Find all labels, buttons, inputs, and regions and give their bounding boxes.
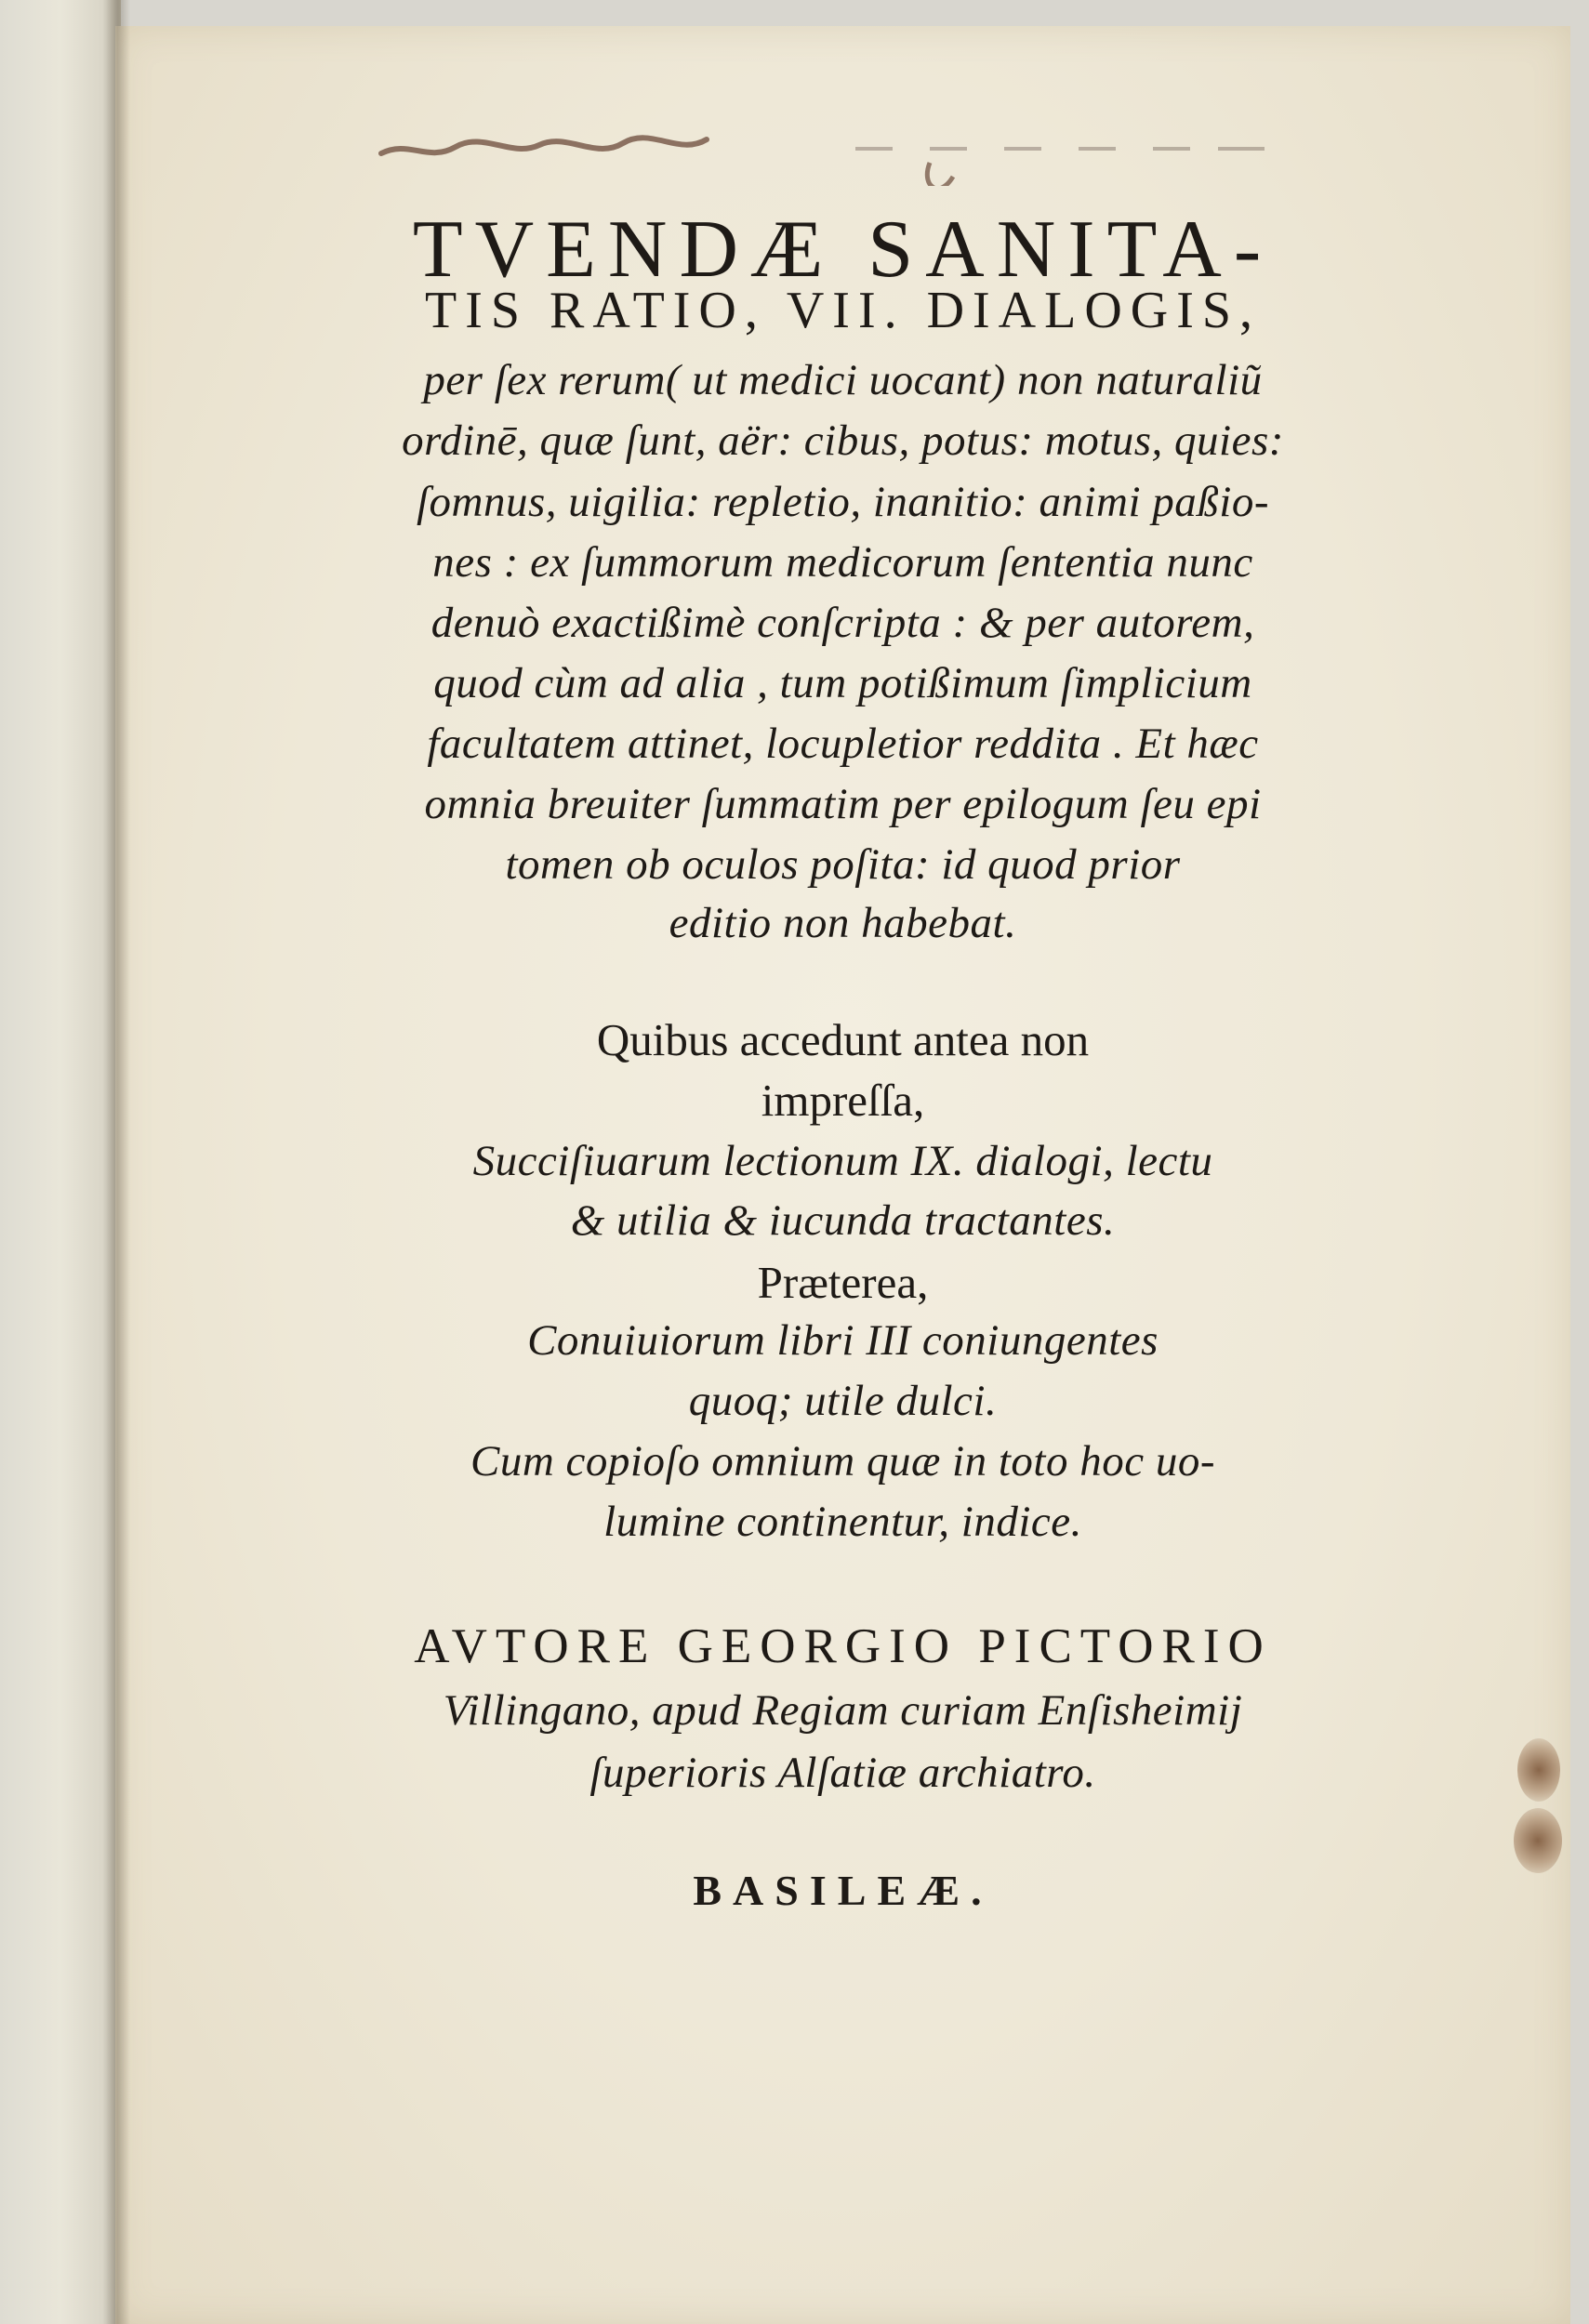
- description-line: omnia breuiter ſummatim per epilogum ſeu epi: [424, 780, 1262, 828]
- author-affiliation: ſuperioris Alſatiæ archiatro.: [589, 1749, 1096, 1797]
- description-line: ordinē, quæ ſunt, aër: cibus, potus: motus, quies:: [402, 416, 1284, 465]
- description-line: per ſex rerum( ut medici uocant) non naturaliũ: [423, 356, 1263, 404]
- index-line: lumine continentur, indice.: [603, 1498, 1082, 1546]
- description-line: denuò exactißimè conſcripta : & per autorem,: [430, 599, 1255, 647]
- description-line: facultatem attinet, locupletior reddita . Et hæc: [427, 720, 1259, 768]
- description-line: editio non habebat.: [669, 899, 1017, 947]
- fox-stain: [1514, 1808, 1562, 1873]
- conuiuia-line: Conuiuiorum libri III coniungentes: [527, 1316, 1159, 1365]
- title-line: TVENDÆ SANITA-: [412, 205, 1274, 295]
- additions-intro: impreſſa,: [761, 1075, 925, 1126]
- lectiones-line: Succiſiuarum lectionum IX. dialogi, lectu: [472, 1137, 1213, 1185]
- author-affiliation: Villingano, apud Regiam curiam Enſisheimij: [443, 1686, 1243, 1735]
- conuiuia-line: quoq; utile dulci.: [688, 1377, 998, 1425]
- index-line: Cum copioſo omnium quæ in toto hoc uo-: [470, 1437, 1215, 1486]
- imprint-place: BASILEÆ.: [693, 1867, 993, 1914]
- description-line: tomen ob oculos poſita: id quod prior: [505, 840, 1181, 889]
- additions-intro: Quibus accedunt antea non: [596, 1014, 1090, 1065]
- description-line: nes : ex ſummorum medicorum ſententia nunc: [432, 538, 1253, 587]
- ink-inscription: [372, 112, 1302, 186]
- author-name: AVTORE GEORGIO PICTORIO: [414, 1619, 1272, 1673]
- lectiones-line: & utilia & iucunda tractantes.: [570, 1196, 1116, 1245]
- title-line: TIS RATIO, VII. DIALOGIS,: [424, 282, 1262, 339]
- description-line: quod cùm ad alia , tum potißimum ſimplicium: [433, 659, 1252, 707]
- praeterea-line: Præterea,: [757, 1257, 929, 1308]
- description-line: ſomnus, uigilia: repletio, inanitio: animi paßio-: [416, 478, 1270, 526]
